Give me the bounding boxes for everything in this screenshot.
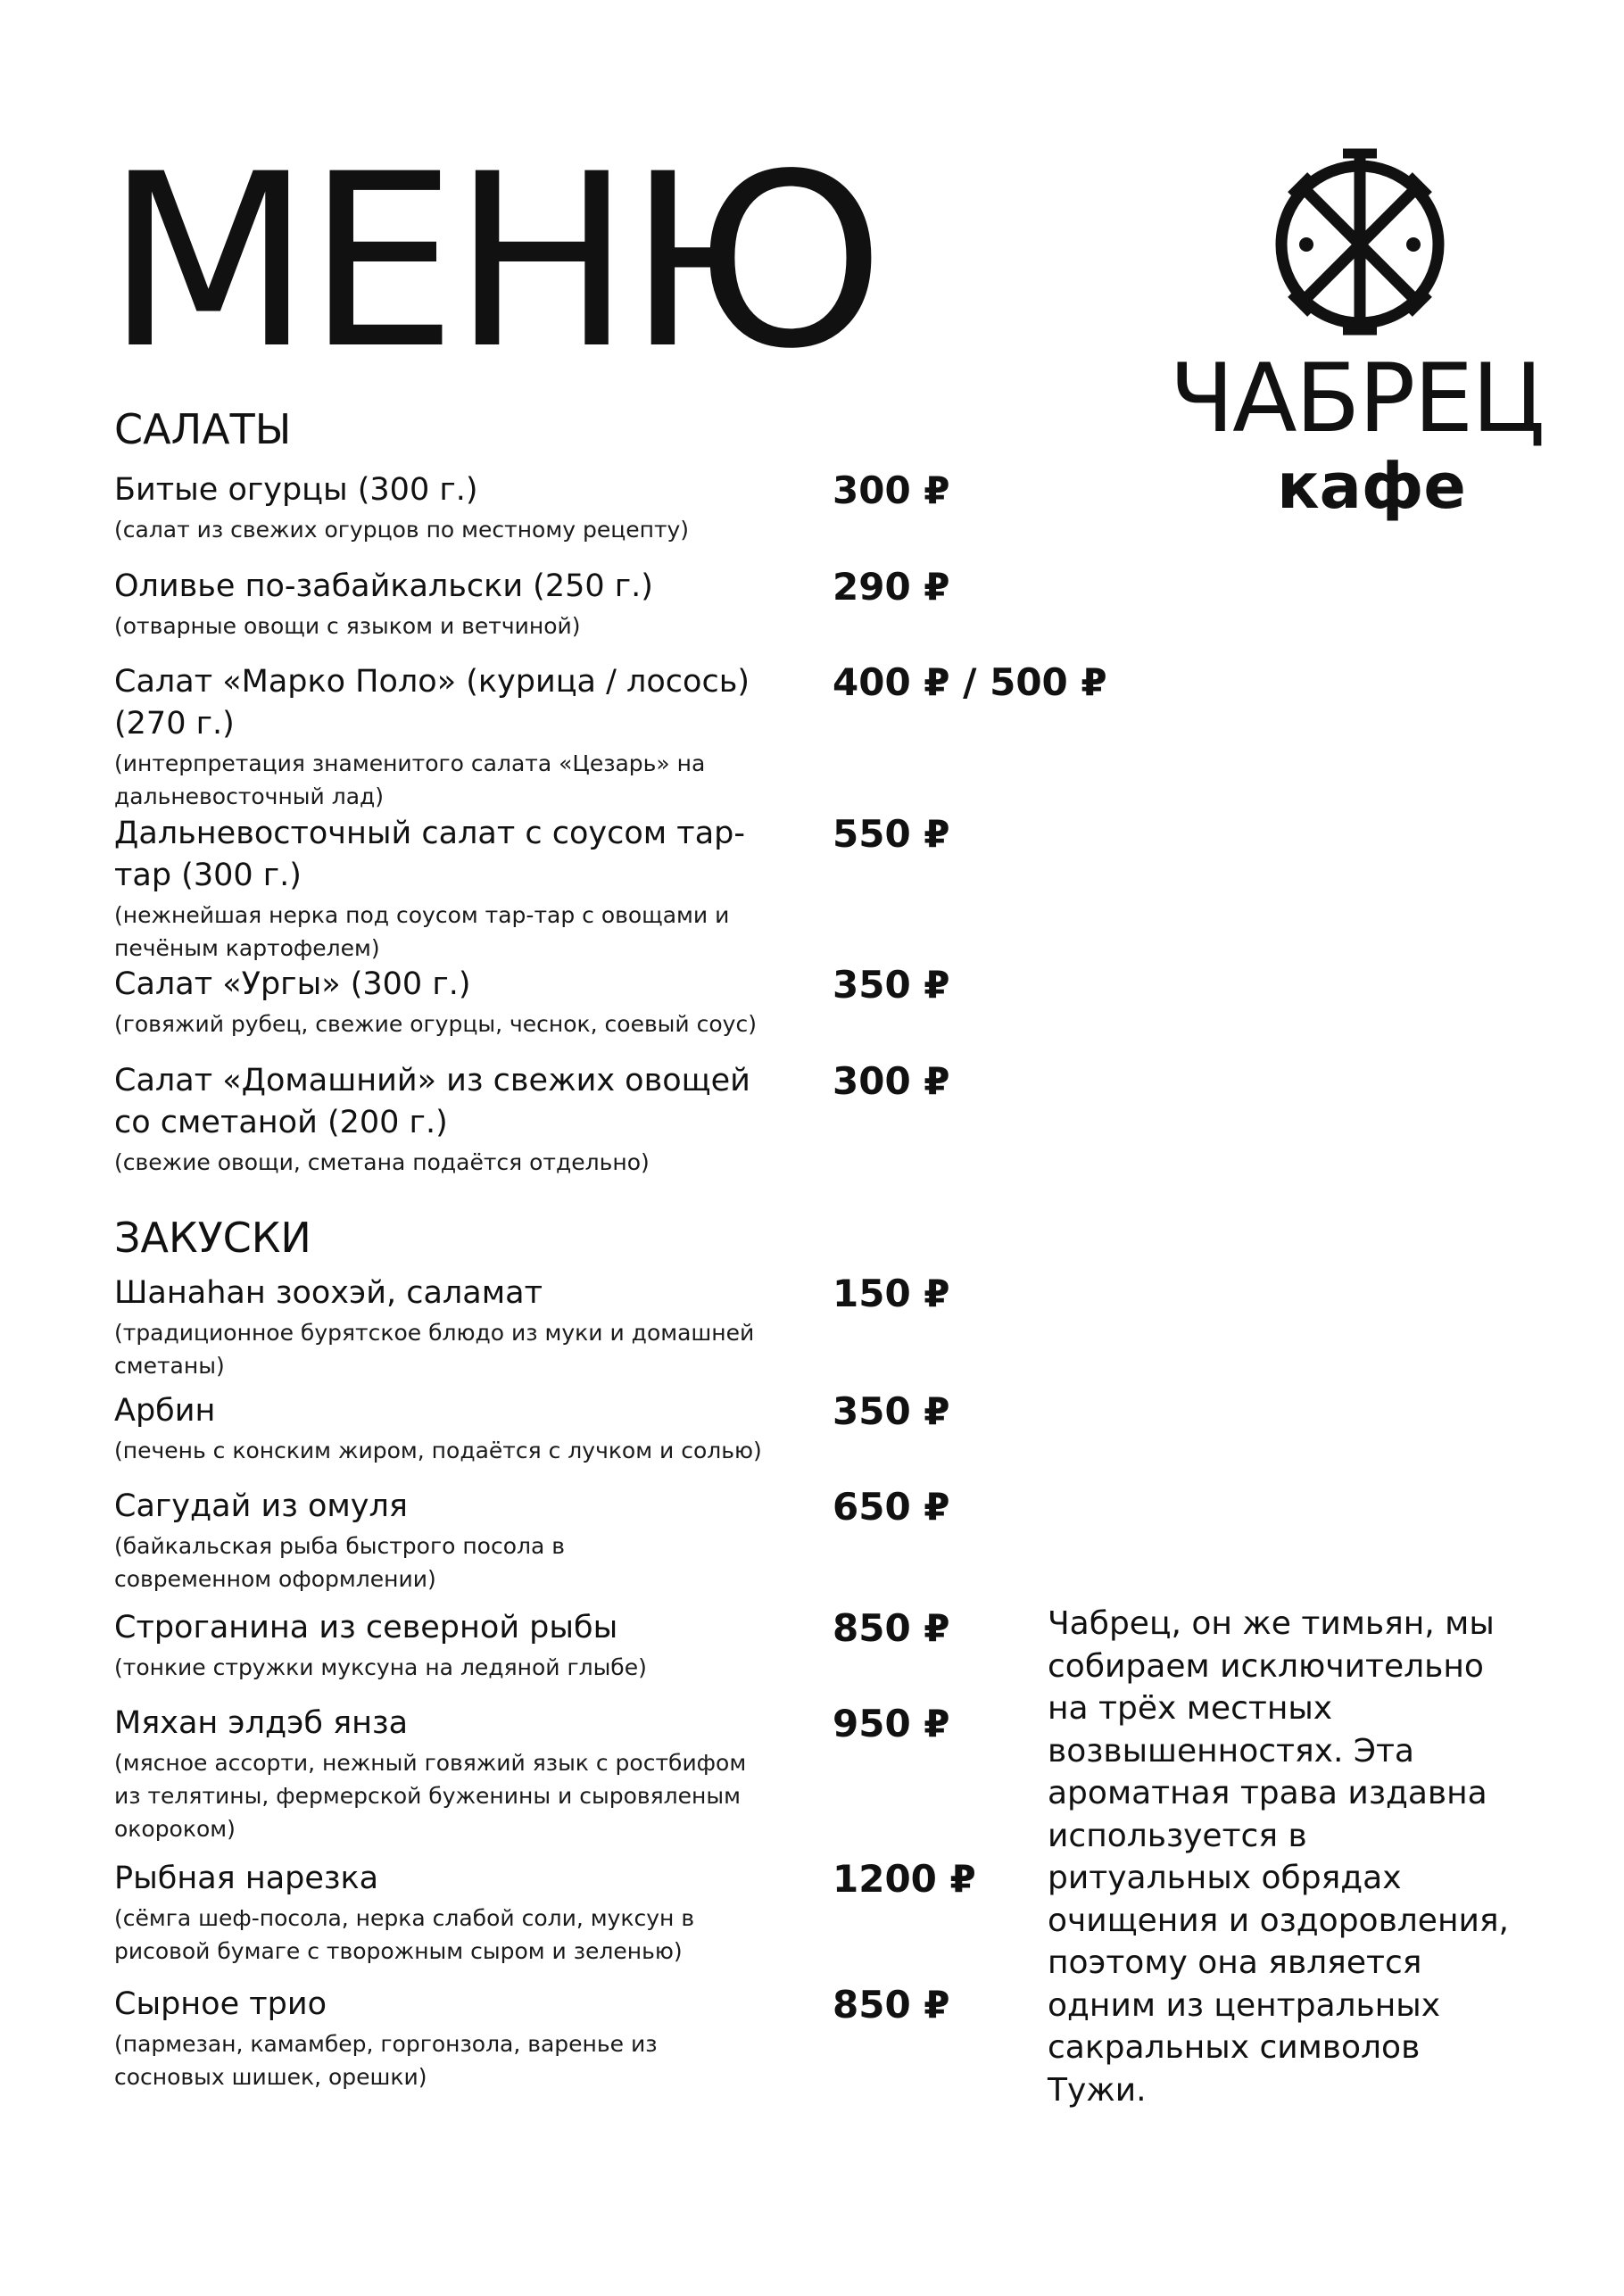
menu-item	[114, 1607, 1096, 1684]
item-description: (отварные овощи с языком и ветчиной)	[114, 613, 581, 639]
item-description: (салат из свежих огурцов по местному рецепту)	[114, 517, 690, 543]
item-price: 950 ₽	[833, 1702, 950, 1745]
cafe-logo	[1160, 148, 1553, 523]
item-description: (свежие овощи, сметана подаётся отдельно)	[114, 1149, 650, 1175]
item-name: Сырное трио	[114, 1986, 327, 2022]
item-price: 550 ₽	[833, 812, 950, 856]
item-price: 150 ₽	[833, 1272, 950, 1315]
item-name: Рыбная нарезка	[114, 1861, 379, 1896]
item-name: Арбин	[114, 1393, 216, 1429]
menu-item	[114, 1984, 1096, 2093]
item-price: 400 ₽ / 500 ₽	[833, 660, 1107, 704]
item-description: (традиционное бурятское блюдо из муки и домашней сметаны)	[114, 1320, 755, 1379]
section-title-salads: САЛАТЫ	[114, 405, 292, 453]
menu-item	[114, 1272, 1096, 1382]
item-price: 850 ₽	[833, 1606, 950, 1650]
item-price: 300 ₽	[833, 1059, 950, 1103]
item-price: 1200 ₽	[833, 1857, 976, 1901]
menu-title: МЕНЮ	[105, 123, 880, 402]
menu-item	[114, 1858, 1096, 1968]
item-price: 850 ₽	[833, 1983, 950, 2027]
item-description: (говяжий рубец, свежие огурцы, чеснок, соевый соус)	[114, 1011, 757, 1037]
menu-item	[114, 660, 1107, 813]
item-price: 300 ₽	[833, 468, 950, 512]
item-description: (тонкие стружки муксуна на ледяной глыбе)	[114, 1654, 647, 1680]
item-name: Дальневосточный салат с соусом тар- тар (300 г.)	[114, 816, 745, 893]
thyme-emblem-icon	[1266, 148, 1454, 336]
item-name: Салат «Ургы» (300 г.)	[114, 966, 471, 1002]
menu-item	[114, 1703, 1096, 1845]
item-price: 650 ₽	[833, 1485, 950, 1529]
menu-item	[114, 964, 1096, 1040]
menu-item	[114, 1390, 1096, 1467]
section-title-appetizers: ЗАКУСКИ	[114, 1214, 311, 1262]
item-price: 350 ₽	[833, 963, 950, 1007]
item-price: 290 ₽	[833, 565, 950, 609]
menu-item	[114, 813, 1096, 965]
item-name: Строганина из северной рыбы	[114, 1610, 618, 1645]
item-price: 350 ₽	[833, 1389, 950, 1433]
item-name: Мяхан элдэб янза	[114, 1705, 409, 1741]
item-description: (печень с конским жиром, подаётся с лучком и солью)	[114, 1438, 762, 1463]
cafe-name: ЧАБРЕЦ	[1169, 344, 1544, 453]
item-name: Сагудай из омуля	[114, 1488, 408, 1524]
item-description: (нежнейшая нерка под соусом тар-тар с овощами и печёным картофелем)	[114, 902, 730, 961]
item-description: (сёмга шеф-посола, нерка слабой соли, муксун в рисовой бумаге с творожным сыром и зеленью)	[114, 1905, 695, 1964]
item-description: (байкальская рыба быстрого посола в современном оформлении)	[114, 1533, 565, 1592]
cafe-subtitle: кафе	[1277, 450, 1466, 523]
item-description: (интерпретация знаменитого салата «Цезарь» на дальневосточный лад)	[114, 750, 706, 809]
menu-item	[114, 1486, 1096, 1596]
item-name: Оливье по-забайкальски (250 г.)	[114, 568, 653, 604]
menu-item	[114, 1060, 1096, 1179]
item-description: (пармезан, камамбер, горгонзола, варенье из сосновых шишек, орешки)	[114, 2031, 658, 2090]
item-name: Салат «Марко Поло» (курица / лосось) (270 г.)	[114, 664, 750, 742]
menu-item	[114, 566, 1096, 642]
item-name: Салат «Домашний» из свежих овощей со сметаной (200 г.)	[114, 1063, 750, 1140]
menu-item	[114, 469, 1096, 546]
item-name: Шанаһан зоохэй, саламат	[114, 1275, 543, 1311]
thyme-note: Чабрец, он же тимьян, мы собираем исключительно на трёх местных возвышенностях. Эта ароматная трава издавна используется в ритуальных обрядах очищения и оздоровления, поэтому она является одним из центральных сакральных символов Тужи.	[1048, 1605, 1509, 2109]
item-description: (мясное ассорти, нежный говяжий язык с ростбифом из телятины, фермерской буженины и сыровяленым окороком)	[114, 1750, 747, 1842]
item-name: Битые огурцы (300 г.)	[114, 472, 478, 508]
